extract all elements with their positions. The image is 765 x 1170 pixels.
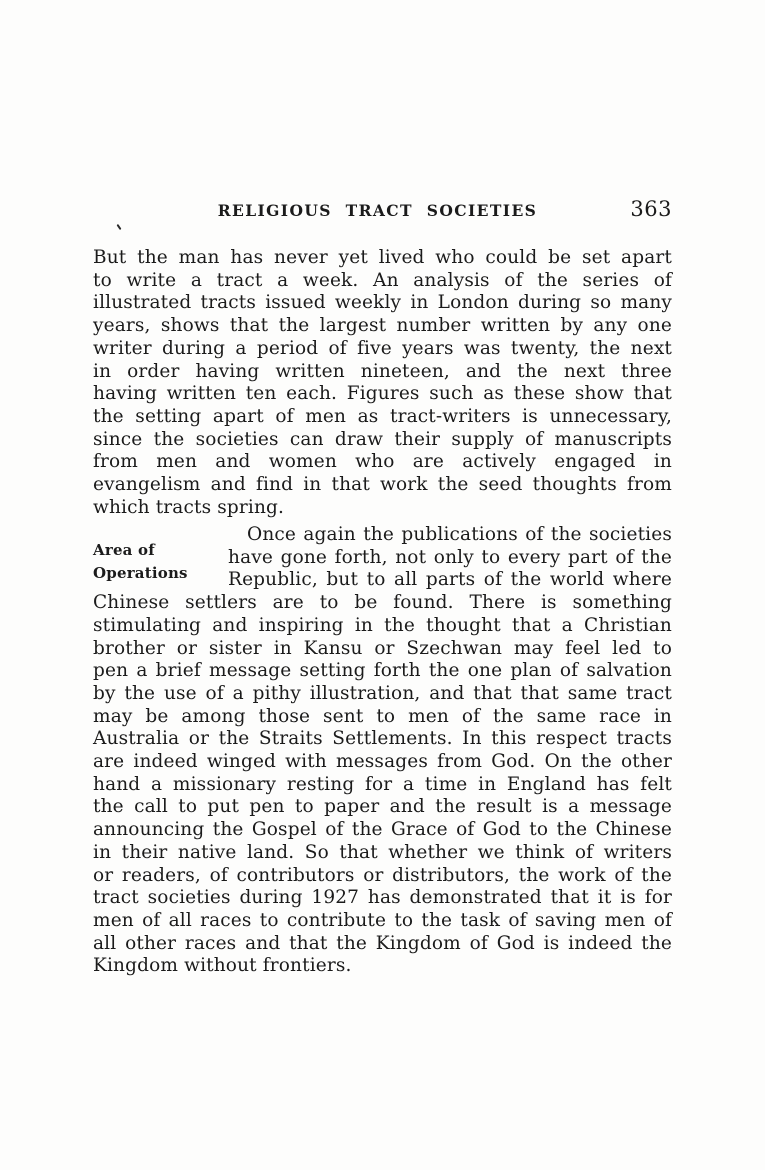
text-line: or readers, of contributors or distributors, the work of the: [93, 864, 672, 886]
text-line: are indeed winged with messages from God. On the other: [93, 751, 672, 773]
margin-note-line: Area of: [93, 541, 155, 559]
text-line: which tracts spring.: [93, 496, 285, 518]
text-line: having written ten each. Figures such as these show that: [93, 383, 672, 405]
text-line: announcing the Gospel of the Grace of God to the Chinese: [93, 819, 672, 841]
margin-note-area-of-operations: [93, 539, 223, 584]
scan-artifact-mark: [117, 224, 123, 231]
text-line: in order having written nineteen, and the next three: [93, 360, 672, 382]
text-line: Chinese settlers are to be found. There is something: [93, 592, 672, 614]
text-line: since the societies can draw their supply of manuscripts: [93, 428, 672, 450]
text-line: But the man has never yet lived who could be set apart: [93, 247, 672, 268]
running-header-title: RELIGIOUS TRACT SOCIETIES: [217, 201, 538, 220]
text-line: in their native land. So that whether we think of writers: [93, 841, 672, 863]
text-line: Kingdom without frontiers.: [93, 955, 352, 977]
paragraph-2-full-lines: [93, 592, 672, 978]
text-line: Australia or the Straits Settlements. In this respect tracts: [93, 728, 672, 750]
text-line: stimulating and inspiring in the thought that a Christian: [93, 614, 672, 636]
text-line: Once again the publications of the societies: [247, 524, 672, 545]
text-line: the call to put pen to paper and the result is a message: [93, 796, 672, 818]
text-line: all other races and that the Kingdom of God is indeed the: [93, 932, 672, 954]
text-line: tract societies during 1927 has demonstrated that it is for: [93, 887, 672, 909]
text-line: brother or sister in Kansu or Szechwan may feel led to: [93, 637, 672, 659]
margin-note-line: Operations: [93, 563, 188, 582]
text-line: to write a tract a week. An analysis of the series of: [93, 269, 672, 291]
text-line: hand a missionary resting for a time in England has felt: [93, 773, 672, 795]
body-paragraph-2: [93, 524, 672, 978]
text-line: illustrated tracts issued weekly in London during so many: [93, 292, 672, 314]
text-line: evangelism and find in that work the seed thoughts from: [93, 474, 672, 496]
text-line: Republic, but to all parts of the world where: [228, 569, 672, 591]
text-line: the setting apart of men as tract-writers is unnecessary,: [93, 405, 672, 427]
text-line: have gone forth, not only to every part of the: [228, 546, 672, 568]
text-line: men of all races to contribute to the task of saving men of: [93, 909, 672, 931]
text-line: writer during a period of five years was twenty, the next: [93, 337, 672, 359]
page-number: 363: [630, 197, 672, 221]
body-paragraph-1: [93, 247, 672, 519]
text-line: from men and women who are actively engaged in: [93, 451, 672, 473]
text-line: pen a brief message setting forth the one plan of salvation: [93, 660, 672, 682]
text-line: may be among those sent to men of the same race in: [93, 705, 672, 727]
text-line: by the use of a pithy illustration, and that that same tract: [93, 682, 672, 704]
text-line: years, shows that the largest number written by any one: [93, 315, 672, 337]
